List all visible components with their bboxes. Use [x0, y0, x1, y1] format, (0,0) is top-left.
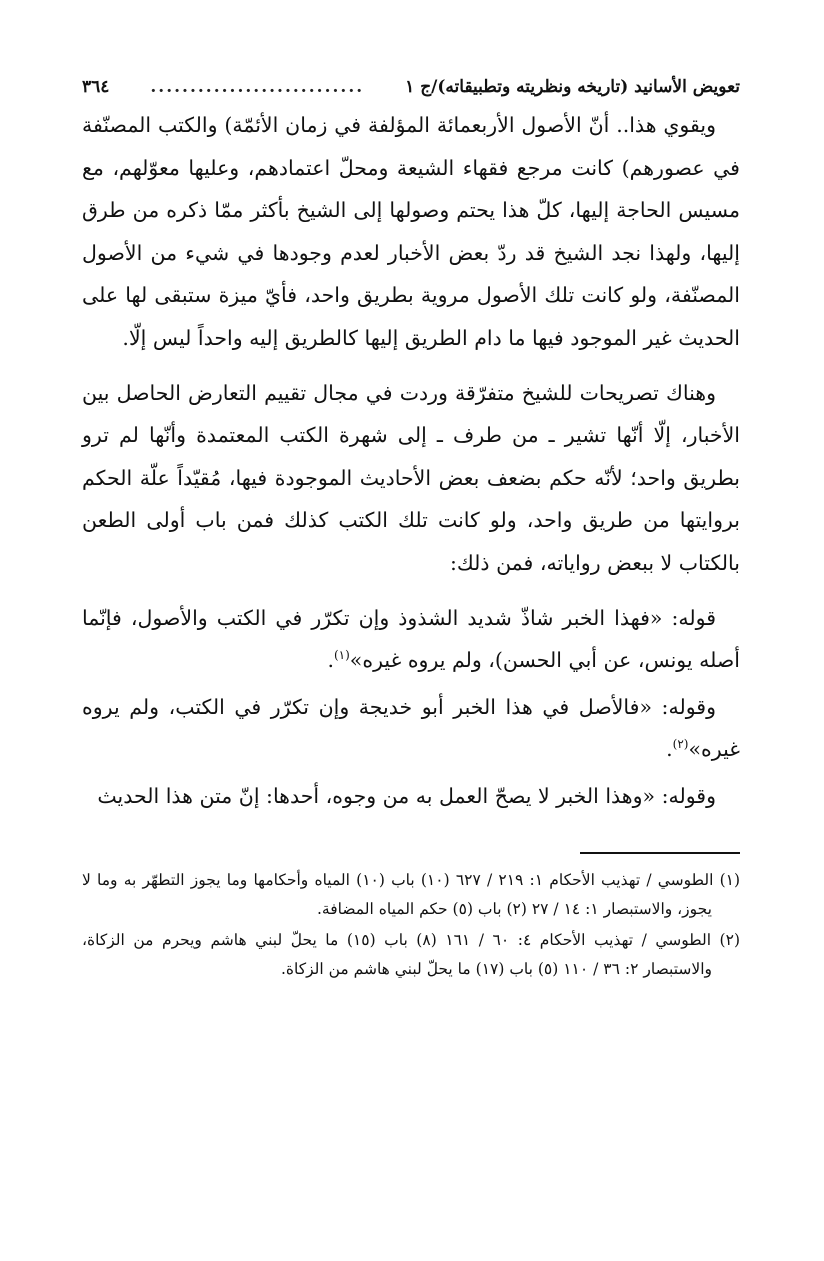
header-leader-dots: ...........................: [150, 77, 365, 97]
running-header: [82, 72, 740, 104]
footnote-2-text: الطوسي / تهذيب الأحكام ٤: ٦٠ / ١٦١ (٨) باب (١٥) ما يحلّ لبني هاشم ويحرم من الزكاة، والاستبصار ٢: ٣٦ / ١١٠ (٥) باب (١٧) ما يحلّ لبني هاشم من الزكاة.: [82, 930, 712, 978]
footnote-2-number: (٢): [719, 930, 740, 949]
page-number: ٣٦٤: [82, 77, 110, 97]
quote-3-text: وقوله: «وهذا الخبر لا يصحّ العمل به من وجوه، أحدها: إنّ متن هذا الحديث: [97, 783, 716, 808]
footnote-1-number: (١): [719, 870, 741, 889]
quote-1-end: .: [327, 648, 334, 673]
header-book-title: تعويض الأسانيد (تاريخه ونظريته وتطبيقاته)/ج ١: [405, 77, 740, 97]
book-page: [82, 72, 740, 986]
footnotes-section: [82, 866, 740, 984]
footnote-ref-2[interactable]: (٢): [672, 737, 689, 752]
quote-1-text: قوله: «فهذا الخبر شاذّ شديد الشذوذ وإن تكرّر في الكتب والأصول، فإنّما أصله يونس، عن أبي الحسن)، ولم يروه غيره»: [82, 605, 740, 673]
paragraph-2: وهناك تصريحات للشيخ متفرّقة وردت في مجال تقييم التعارض الحاصل بين الأخبار، إلّا أنّها تشير ـ من طرف ـ إلى شهرة الكتب المعتمدة وأنّها لم ترو بطريق واحد؛ لأنّه حكم بضعف بعض الأحاديث الموجودة فيها، مُقيّداً علّة الحكم بروايتها من طريق واحد، ولو كانت تلك الكتب كذلك فمن باب أولى الطعن بالكتاب لا ببعض رواياته، فمن ذلك:: [82, 380, 740, 575]
quote-3: [82, 775, 740, 818]
footnote-2: [82, 926, 740, 984]
quote-2-text: وقوله: «فالأصل في هذا الخبر أبو خديجة وإن تكرّر في الكتب، ولم يروه غيره»: [82, 694, 740, 762]
quote-2: [82, 686, 740, 771]
footnote-1: [82, 866, 740, 924]
quote-1: [82, 597, 740, 682]
paragraph-1: ويقوي هذا.. أنّ الأصول الأربعمائة المؤلفة في زمان الأئمّة) والكتب المصنّفة في عصورهم) كانت مرجع فقهاء الشيعة ومحلّ اعتمادهم، وعليها معوّلهم، مع مسيس الحاجة إليها، كلّ هذا يحتم وصولها إلى الشيخ بأكثر ممّا ذكره من طرق إليها، ولهذا نجد الشيخ قد ردّ بعض الأخبار لعدم وجودها في شيء من الأصول المصنّفة، ولو كانت تلك الأصول مروية بطريق واحد، فأيّ ميزة ستبقى لها على الحديث غير الموجود فيها ما دام الطريق إليها كالطريق إليه واحداً ليس إلّا.: [82, 113, 740, 350]
quote-2-end: .: [666, 737, 673, 762]
footnote-ref-1[interactable]: (١): [333, 648, 350, 663]
main-text: [82, 104, 740, 818]
footnote-separator: [580, 852, 740, 854]
footnote-1-text: الطوسي / تهذيب الأحكام ١: ٢١٩ / ٦٢٧ (١٠) باب (١٠) المياه وأحكامها وما يجوز التطهّر به وما لا يجوز، والاستبصار ١: ١٤ / ٢٧ (٢) باب (٥) حكم المياه المضافة.: [82, 870, 714, 918]
